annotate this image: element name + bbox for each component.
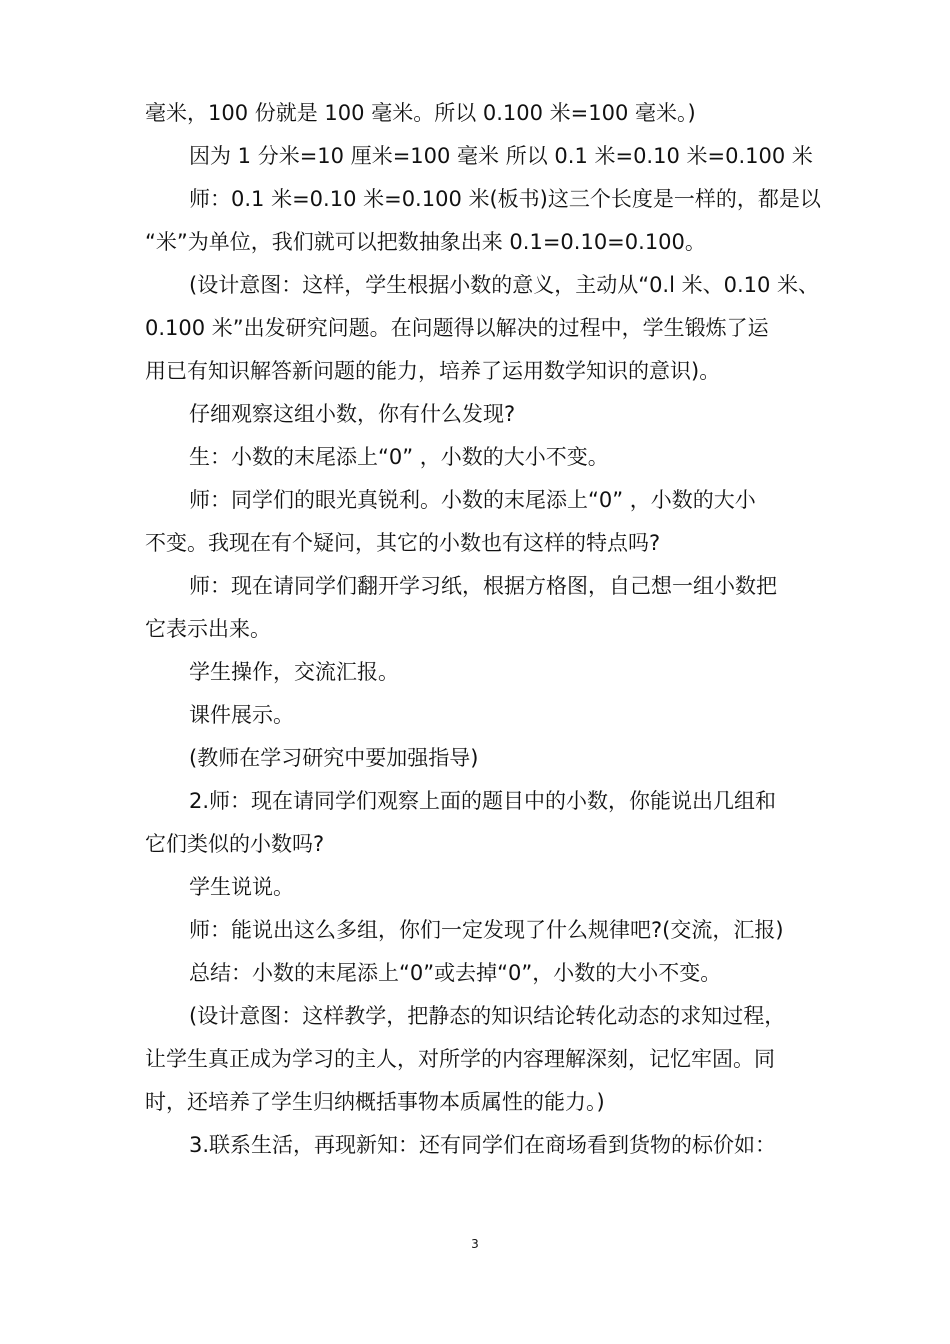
text-line: 学生操作，交流汇报。 xyxy=(189,660,399,684)
text-line: 0.100 米”出发研究问题。在问题得以解决的过程中，学生锻炼了运 xyxy=(145,316,769,340)
text-line: 2.师：现在请同学们观察上面的题目中的小数，你能说出几组和 xyxy=(189,789,777,813)
text-line: 师：现在请同学们翻开学习纸，根据方格图，自己想一组小数把 xyxy=(189,574,777,598)
text-line: “米”为单位，我们就可以把数抽象出来 0.1=0.10=0.100。 xyxy=(145,230,706,254)
text-line: 它表示出来。 xyxy=(145,617,271,641)
text-line: 总结：小数的末尾添上“0”或去掉“0”，小数的大小不变。 xyxy=(189,961,722,985)
text-line: 毫米，100 份就是 100 毫米。所以 0.100 米=100 毫米。) xyxy=(145,101,696,125)
text-line: 学生说说。 xyxy=(189,875,294,899)
text-line: 课件展示。 xyxy=(189,703,294,727)
text-line: 时，还培养了学生归纳概括事物本质属性的能力。) xyxy=(145,1090,605,1114)
text-line: 仔细观察这组小数，你有什么发现? xyxy=(189,402,516,426)
text-line: 师：0.1 米=0.10 米=0.100 米(板书)这三个长度是一样的，都是以 xyxy=(189,187,821,211)
text-line: 它们类似的小数吗? xyxy=(145,832,325,856)
text-line: 因为 1 分米=10 厘米=100 毫米 所以 0.1 米=0.10 米=0.100 米 xyxy=(189,144,813,168)
text-line: 用已有知识解答新问题的能力，培养了运用数学知识的意识)。 xyxy=(145,359,721,383)
text-line: 生：小数的末尾添上“0” ，小数的大小不变。 xyxy=(189,445,609,469)
text-line: (设计意图：这样教学，把静态的知识结论转化动态的求知过程， xyxy=(189,1004,786,1028)
text-line: 不变。我现在有个疑问，其它的小数也有这样的特点吗? xyxy=(145,531,661,555)
text-line: 3.联系生活，再现新知：还有同学们在商场看到货物的标价如： xyxy=(189,1133,777,1157)
text-line: (教师在学习研究中要加强指导) xyxy=(189,746,479,770)
text-line: 师：同学们的眼光真锐利。小数的末尾添上“0” ，小数的大小 xyxy=(189,488,756,512)
page-number: 3 xyxy=(471,1237,479,1251)
text-line: (设计意图：这样，学生根据小数的意义，主动从“0.l 米、0.10 米、 xyxy=(189,273,820,297)
text-line: 师：能说出这么多组，你们一定发现了什么规律吧?(交流，汇报) xyxy=(189,918,784,942)
text-line: 让学生真正成为学习的主人，对所学的内容理解深刻，记忆牢固。同 xyxy=(145,1047,775,1071)
